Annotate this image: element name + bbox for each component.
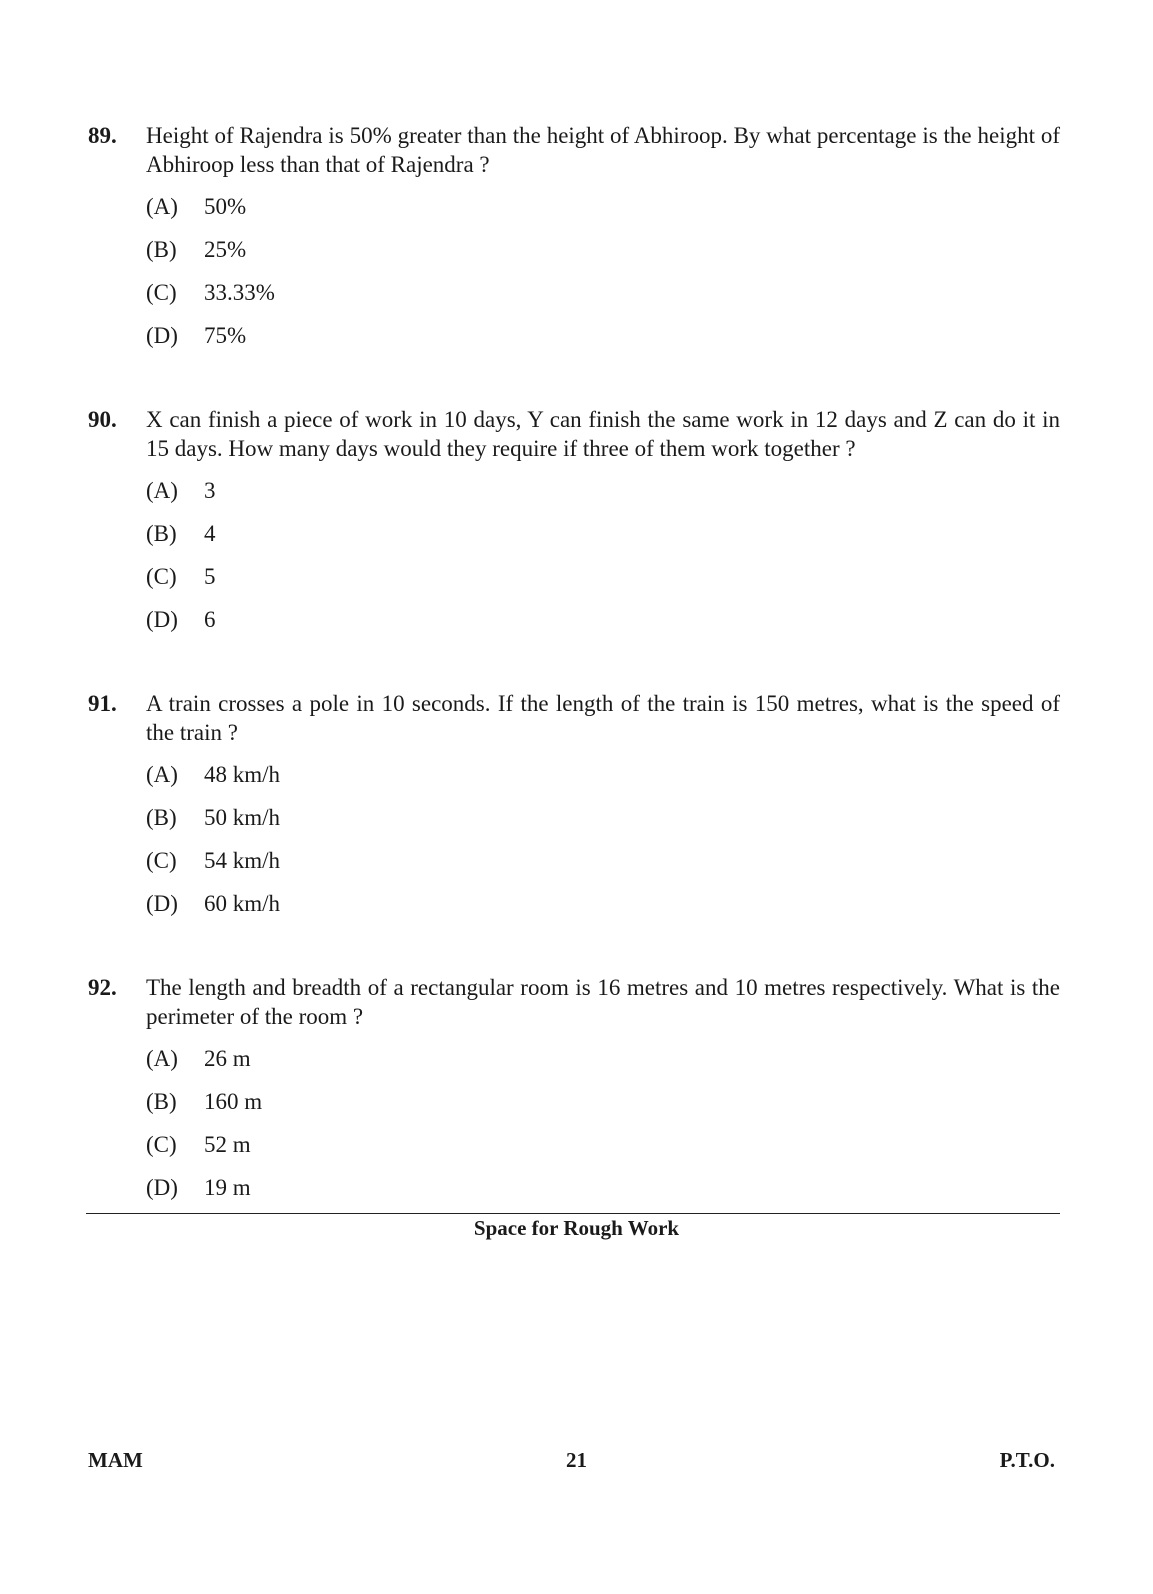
option-value: 54 km/h: [204, 848, 281, 873]
footer-code: MAM: [88, 1448, 143, 1472]
option-a: [146, 192, 1060, 235]
question-text: Height of Rajendra is 50% greater than the height of Abhiroop. By what percentage is the height of Abhiroop less than that of Rajendra ?: [146, 123, 1060, 177]
option-value: 60 km/h: [204, 891, 281, 916]
option-label: (C): [146, 1132, 177, 1157]
options-list: [146, 476, 1060, 648]
option-label: (C): [146, 848, 177, 873]
question-number: 92.: [88, 975, 117, 1000]
option-d: [146, 1173, 1060, 1216]
option-c: [146, 562, 1060, 605]
option-c: [146, 278, 1060, 321]
question-number: 90.: [88, 407, 117, 432]
option-d: [146, 605, 1060, 648]
question-number: 91.: [88, 691, 117, 716]
question-number: 89.: [88, 123, 117, 148]
question-text: X can finish a piece of work in 10 days, Y can finish the same work in 12 days and Z can do it in 15 days. How many days would they require if three of them work together ?: [146, 407, 1060, 461]
option-value: 3: [204, 478, 216, 503]
question-89: [88, 121, 1060, 364]
option-a: [146, 760, 1060, 803]
option-label: (D): [146, 323, 178, 348]
option-b: [146, 803, 1060, 846]
option-label: (C): [146, 280, 177, 305]
option-value: 5: [204, 564, 216, 589]
question-92: [88, 973, 1060, 1216]
option-label: (B): [146, 521, 177, 546]
option-a: [146, 476, 1060, 519]
option-value: 48 km/h: [204, 762, 281, 787]
option-label: (A): [146, 194, 178, 219]
option-c: [146, 846, 1060, 889]
options-list: [146, 192, 1060, 364]
option-d: [146, 321, 1060, 364]
options-list: [146, 760, 1060, 932]
option-label: (B): [146, 237, 177, 262]
rough-work-label: Space for Rough Work: [473, 1216, 680, 1240]
option-value: 33.33%: [204, 280, 275, 305]
option-c: [146, 1130, 1060, 1173]
question-90: [88, 405, 1060, 648]
option-label: (D): [146, 1175, 178, 1200]
question-text: A train crosses a pole in 10 seconds. If the length of the train is 150 metres, what is the speed of the train ?: [146, 691, 1060, 745]
option-b: [146, 1087, 1060, 1130]
option-value: 6: [204, 607, 216, 632]
option-label: (D): [146, 891, 178, 916]
option-value: 50 km/h: [204, 805, 281, 830]
option-value: 160 m: [204, 1089, 263, 1114]
option-value: 75%: [204, 323, 247, 348]
options-list: [146, 1044, 1060, 1216]
page-number: 21: [566, 1448, 587, 1472]
option-label: (D): [146, 607, 178, 632]
option-value: 19 m: [204, 1175, 251, 1200]
option-label: (B): [146, 1089, 177, 1114]
option-label: (C): [146, 564, 177, 589]
option-value: 4: [204, 521, 216, 546]
option-value: 26 m: [204, 1046, 251, 1071]
question-text: The length and breadth of a rectangular room is 16 metres and 10 metres respectively. What is the perimeter of the room ?: [146, 975, 1060, 1029]
option-label: (A): [146, 762, 178, 787]
option-label: (A): [146, 478, 178, 503]
option-label: (B): [146, 805, 177, 830]
option-label: (A): [146, 1046, 178, 1071]
option-value: 50%: [204, 194, 247, 219]
option-value: 52 m: [204, 1132, 251, 1157]
option-a: [146, 1044, 1060, 1087]
option-value: 25%: [204, 237, 247, 262]
question-91: [88, 689, 1060, 932]
option-b: [146, 519, 1060, 562]
option-b: [146, 235, 1060, 278]
option-d: [146, 889, 1060, 932]
footer-pto: P.T.O.: [999, 1448, 1055, 1472]
